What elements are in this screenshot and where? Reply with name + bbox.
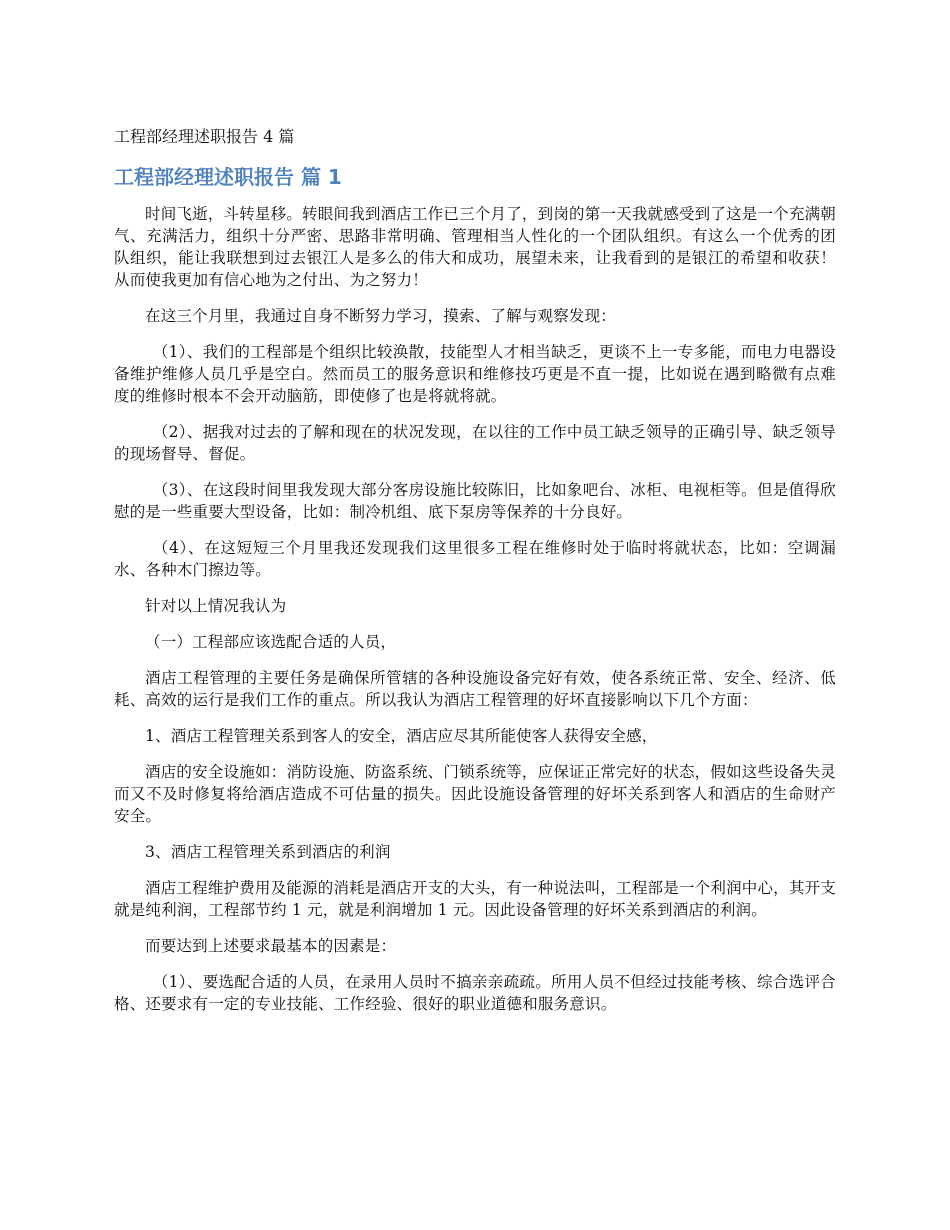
section-heading: 工程部经理述职报告 篇 1 xyxy=(114,165,342,189)
subsection-item: （一）工程部应该选配合适的人员， xyxy=(145,633,397,651)
finding-item: （4）、在这短短三个月里我还发现我们这里很多工程在维修时处于临时将就状态，比如：空调漏水、各种木门擦边等。 xyxy=(114,539,836,579)
paragraph: 针对以上情况我认为 xyxy=(145,597,287,615)
finding-item: （3）、在这段时间里我发现大部分客房设施比较陈旧，比如象吧台、冰柜、电视柜等。但是值得欣慰的是一些重要大型设备，比如：制冷机组、底下泵房等保养的十分良好。 xyxy=(114,481,836,521)
body-text xyxy=(114,203,836,1029)
paragraph: 而要达到上述要求最基本的因素是： xyxy=(145,937,397,955)
finding-item: （1）、要选配合适的人员，在录用人员时不搞亲亲疏疏。所用人员不但经过技能考核、综合选评合格、还要求有一定的专业技能、工作经验、很好的职业道德和服务意识。 xyxy=(114,973,836,1013)
finding-item: （1）、我们的工程部是个组织比较涣散，技能型人才相当缺乏，更谈不上一专多能，而电力电器设备维护维修人员几乎是空白。然而员工的服务意识和维修技巧更是不直一提，比如说在遇到略微有点难度的维修时根本不会开动脑筋，即使修了也是将就将就。 xyxy=(114,343,836,405)
paragraph: 酒店工程维护费用及能源的消耗是酒店开支的大头，有一种说法叫，工程部是一个利润中心，其开支就是纯利润，工程部节约 1 元，就是利润增加 1 元。因此设备管理的好坏关系到酒店的利润。 xyxy=(114,879,836,919)
finding-item: （2）、据我对过去的了解和现在的状况发现，在以往的工作中员工缺乏领导的正确引导、缺乏领导的现场督导、督促。 xyxy=(114,423,836,463)
paragraph: 时间飞逝，斗转星移。转眼间我到酒店工作已三个月了，到岗的第一天我就感受到了这是一个充满朝气、充满活力，组织十分严密、思路非常明确、管理相当人性化的一个团队组织。有这么一个优秀的团队组织，能让我联想到过去银江人是多么的伟大和成功，展望未来，让我看到的是银江的希望和收获！从而使我更加有信心地为之付出、为之努力！ xyxy=(114,205,836,289)
numbered-point: 3、酒店工程管理关系到酒店的利润 xyxy=(145,843,391,861)
paragraph: 酒店工程管理的主要任务是确保所管辖的各种设施设备完好有效，使各系统正常、安全、经济、低耗、高效的运行是我们工作的重点。所以我认为酒店工程管理的好坏直接影响以下几个方面： xyxy=(114,669,836,709)
numbered-point: 1、酒店工程管理关系到客人的安全，酒店应尽其所能使客人获得安全感， xyxy=(145,727,658,745)
paragraph: 在这三个月里，我通过自身不断努力学习，摸索、了解与观察发现： xyxy=(145,307,617,325)
document-title: 工程部经理述职报告 4 篇 xyxy=(114,127,295,146)
paragraph: 酒店的安全设施如：消防设施、防盗系统、门锁系统等，应保证正常完好的状态，假如这些设备失灵而又不及时修复将给酒店造成不可估量的损失。因此设施设备管理的好坏关系到客人和酒店的生命财产安全。 xyxy=(114,763,836,825)
